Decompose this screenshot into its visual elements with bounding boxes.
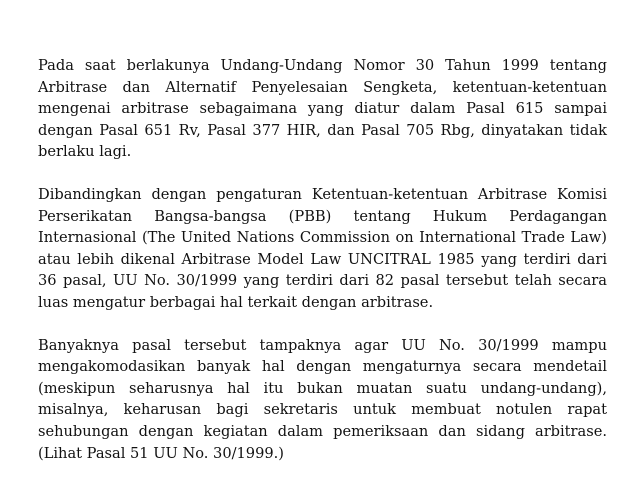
paragraph-2: Dibandingkan dengan pengaturan Ketentuan-ketentuan Arbitrase Komisi Perserikatan Bangsa-bangsa (PBB) tentang Hukum Perdagangan Internasional (The United Nations Commission on International Trade Law) atau lebih dikenal Arbitrase Model Law UNCITRAL 1985 yang terdiri dari 36 pasal, UU No. 30/1999 yang terdiri dari 82 pasal tersebut telah secara luas mengatur berbagai hal terkait dengan arbitrase. (38, 185, 607, 311)
paragraph-1: Pada saat berlakunya Undang-Undang Nomor 30 Tahun 1999 tentang Arbitrase dan Alternatif Penyelesaian Sengketa, ketentuan-ketentuan mengenai arbitrase sebagaimana yang diatur dalam Pasal 615 sampai dengan Pasal 651 Rv, Pasal 377 HIR, dan Pasal 705 Rbg, dinyatakan tidak berlaku lagi. (38, 57, 607, 161)
slide-body-text (38, 55, 607, 464)
paragraph-3: Banyaknya pasal tersebut tampaknya agar UU No. 30/1999 mampu mengakomodasikan banyak hal dengan mengaturnya secara mendetail (meskipun seharusnya hal itu bukan muatan suatu undang-undang), misalnya, keharusan bagi sekretaris untuk membuat notulen rapat sehubungan dengan kegiatan dalam pemeriksaan dan sidang arbitrase. (Lihat Pasal 51 UU No. 30/1999.) (38, 336, 607, 462)
